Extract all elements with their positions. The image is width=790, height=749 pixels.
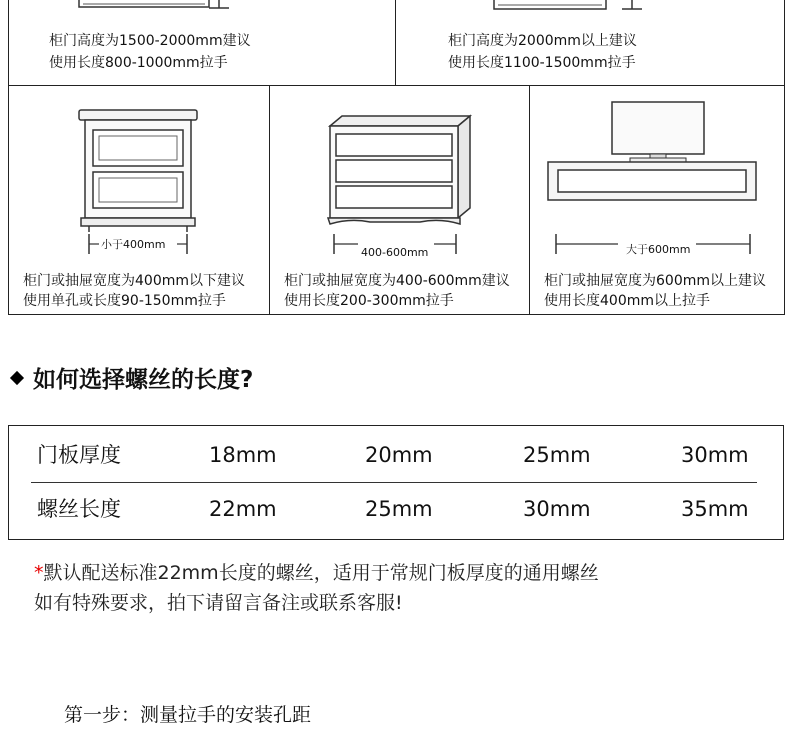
cell-text-line2: 使用长度1100-1500mm拉手 xyxy=(448,55,636,71)
screw-length-table xyxy=(8,425,784,540)
note-line1 xyxy=(34,558,599,588)
table-cell: 25mm xyxy=(523,443,591,467)
cell-text-line2: 使用单孔或长度90-150mm拉手 xyxy=(23,293,226,309)
dimension-label: 大于600mm xyxy=(626,243,691,256)
table-cell: 30mm xyxy=(523,497,591,521)
table-cell: 25mm xyxy=(365,497,433,521)
wardrobe-icon xyxy=(9,0,397,21)
note-line2: 如有特殊要求，拍下请留言备注或联系客服! xyxy=(34,592,403,614)
cell-text-line2: 使用长度200-300mm拉手 xyxy=(284,293,454,309)
table-row xyxy=(9,429,783,481)
nightstand-cell xyxy=(8,85,270,315)
wardrobe-icon xyxy=(396,0,786,21)
cell-text-line1: 柜门或抽屉宽度为400mm以下建议 xyxy=(23,273,245,289)
table-cell: 18mm xyxy=(209,443,277,467)
table-cell: 20mm xyxy=(365,443,433,467)
table-cell: 22mm xyxy=(209,497,277,521)
table-row xyxy=(9,483,783,535)
dresser-cell xyxy=(269,85,530,315)
table-cell: 35mm xyxy=(681,497,749,521)
screw-note xyxy=(34,558,599,618)
note-line1-text: 默认配送标准22mm长度的螺丝，适用于常规门板厚度的通用螺丝 xyxy=(43,562,599,584)
cell-text-line2: 使用长度400mm以上拉手 xyxy=(544,293,710,309)
top-left-cell xyxy=(8,0,396,86)
dresser-icon xyxy=(270,86,531,261)
nightstand-icon xyxy=(9,86,271,261)
tv-cabinet-cell xyxy=(529,85,785,315)
cell-text-line1: 柜门或抽屉宽度为600mm以上建议 xyxy=(544,273,766,289)
tv-cabinet-icon xyxy=(530,86,786,261)
row-header: 门板厚度 xyxy=(37,443,121,467)
section-heading xyxy=(10,364,253,396)
dimension-label: 400-600mm xyxy=(361,246,429,259)
diamond-bullet-icon xyxy=(10,371,24,385)
step-one-title: 第一步：测量拉手的安装孔距 xyxy=(64,704,312,726)
top-right-cell xyxy=(395,0,785,86)
dimension-label: 小于400mm xyxy=(101,238,166,251)
row-header: 螺丝长度 xyxy=(37,497,121,521)
cell-text-line2: 使用长度800-1000mm拉手 xyxy=(49,55,228,71)
note-asterisk: * xyxy=(34,562,44,584)
table-cell: 30mm xyxy=(681,443,749,467)
cell-text-line1: 柜门高度为2000mm以上建议 xyxy=(448,33,637,49)
section-heading-text: 如何选择螺丝的长度? xyxy=(33,367,254,393)
cell-text-line1: 柜门或抽屉宽度为400-600mm建议 xyxy=(284,273,510,289)
cell-text-line1: 柜门高度为1500-2000mm建议 xyxy=(49,33,251,49)
